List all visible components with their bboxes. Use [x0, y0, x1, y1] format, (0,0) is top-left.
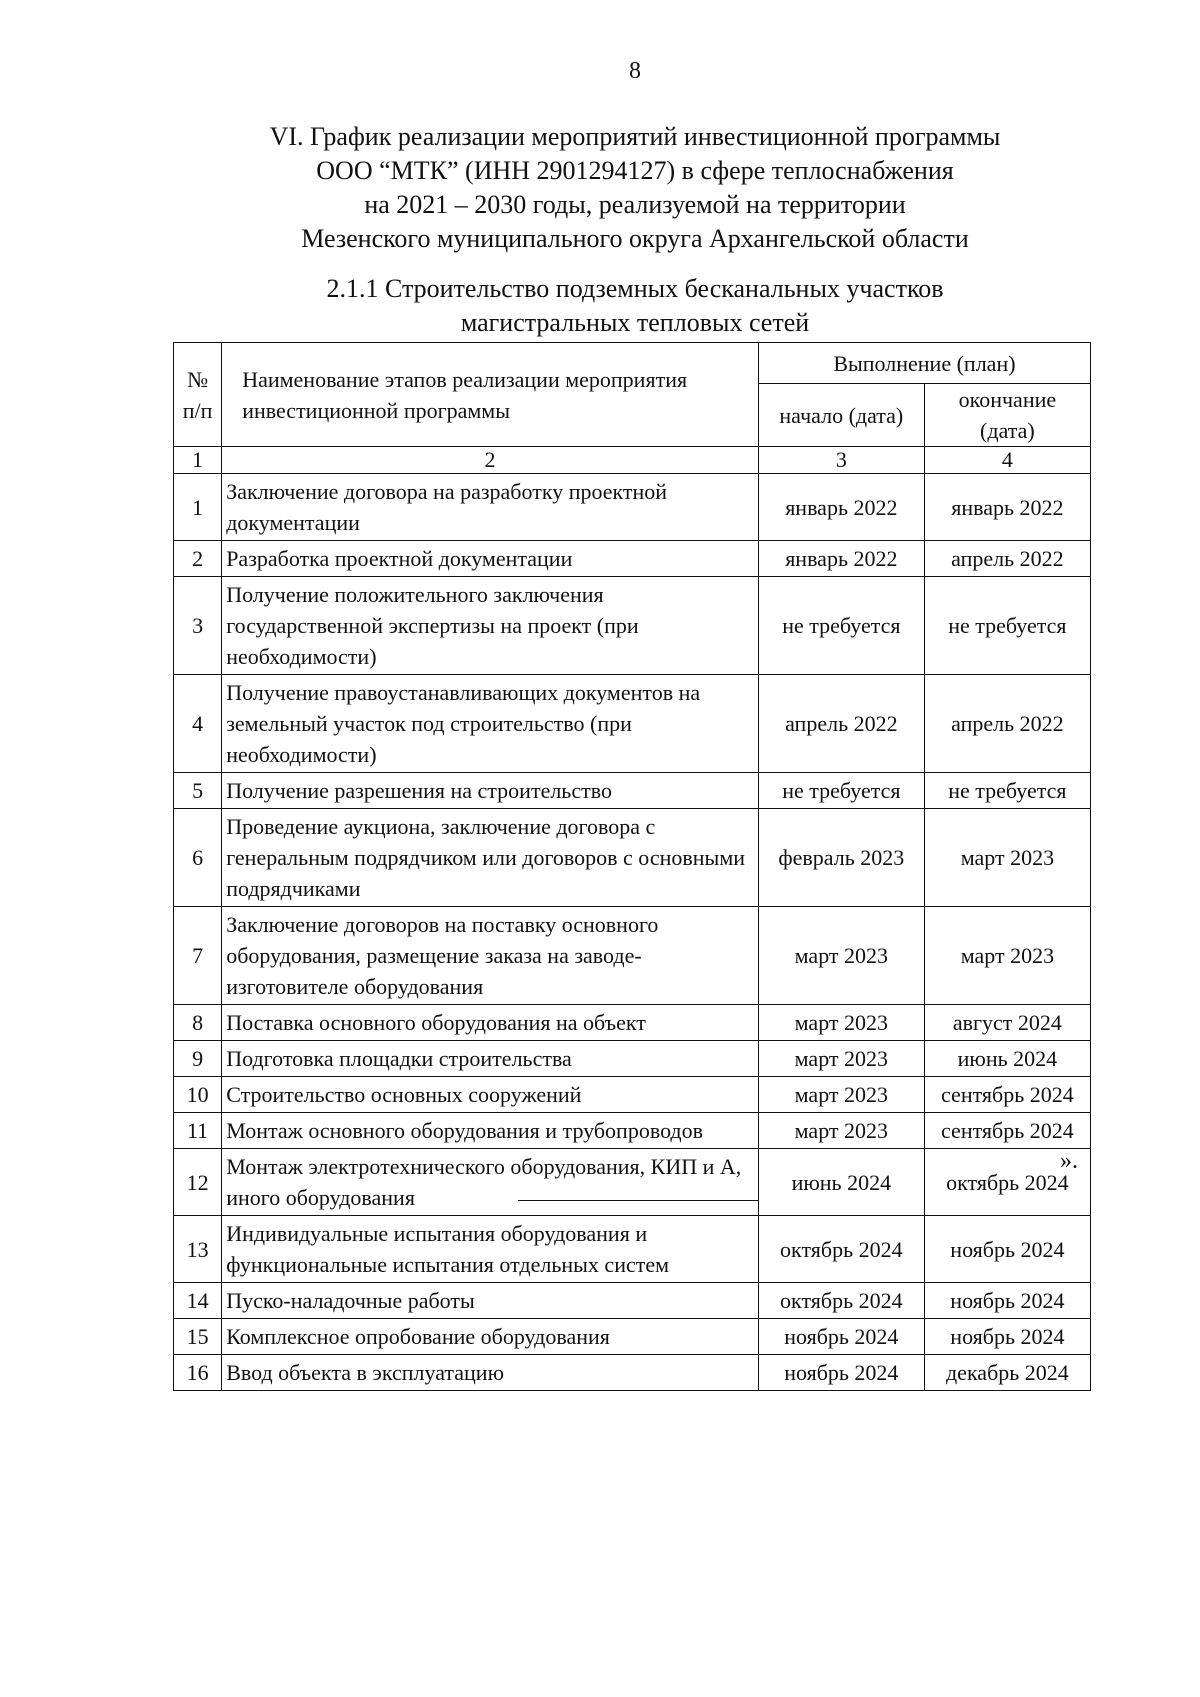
row-stage-name: Получение правоустанавливающих документов на земельный участок под строительство (при необходимости) — [222, 675, 759, 773]
row-number: 3 — [174, 577, 222, 675]
row-number: 5 — [174, 773, 222, 809]
row-start-date: январь 2022 — [758, 541, 924, 577]
row-number: 4 — [174, 675, 222, 773]
row-number: 11 — [174, 1113, 222, 1149]
row-stage-name: Получение разрешения на строительство — [222, 773, 759, 809]
row-number: 16 — [174, 1355, 222, 1391]
row-start-date: март 2023 — [758, 1041, 924, 1077]
heading-line-2: ООО “МТК” (ИНН 2901294127) в сфере теплоснабжения — [316, 156, 954, 185]
table-row — [174, 773, 1091, 809]
row-stage-name: Монтаж основного оборудования и трубопроводов — [222, 1113, 759, 1149]
row-number: 8 — [174, 1005, 222, 1041]
row-stage-name: Монтаж электротехнического оборудования, КИП и А, иного оборудования — [222, 1149, 759, 1216]
row-end-date: ноябрь 2024 — [924, 1319, 1090, 1355]
row-number: 13 — [174, 1216, 222, 1283]
column-index-2: 2 — [222, 447, 759, 474]
section-heading — [0, 120, 1200, 256]
row-end-date: сентябрь 2024 — [924, 1113, 1090, 1149]
row-stage-name: Индивидуальные испытания оборудования и функциональные испытания отдельных систем — [222, 1216, 759, 1283]
table-row — [174, 1283, 1091, 1319]
row-start-date: февраль 2023 — [758, 809, 924, 907]
row-stage-name: Комплексное опробование оборудования — [222, 1319, 759, 1355]
row-end-date: не требуется — [924, 773, 1090, 809]
heading-line-4: Мезенского муниципального округа Архангельской области — [301, 224, 969, 253]
row-end-date: не требуется — [924, 577, 1090, 675]
row-start-date: не требуется — [758, 773, 924, 809]
row-start-date: ноябрь 2024 — [758, 1319, 924, 1355]
row-start-date: апрель 2022 — [758, 675, 924, 773]
row-number: 9 — [174, 1041, 222, 1077]
table-row — [174, 809, 1091, 907]
row-start-date: не требуется — [758, 577, 924, 675]
row-end-date: апрель 2022 — [924, 541, 1090, 577]
table-row — [174, 907, 1091, 1005]
table-row — [174, 1216, 1091, 1283]
row-stage-name: Заключение договоров на поставку основного оборудования, размещение заказа на заводе-изготовителе оборудования — [222, 907, 759, 1005]
heading-line-1: VI. График реализации мероприятий инвестиционной программы — [269, 122, 1001, 151]
row-end-date: октябрь 2024 — [924, 1149, 1090, 1216]
row-stage-name: Получение положительного заключения государственной экспертизы на проект (при необходимости) — [222, 577, 759, 675]
row-start-date: март 2023 — [758, 907, 924, 1005]
row-stage-name: Поставка основного оборудования на объект — [222, 1005, 759, 1041]
table-row — [174, 1077, 1091, 1113]
row-end-date: август 2024 — [924, 1005, 1090, 1041]
header-end: окончание (дата) — [924, 384, 1090, 447]
table-row — [174, 675, 1091, 773]
table-body — [174, 474, 1091, 1391]
table-row — [174, 1041, 1091, 1077]
column-index-3: 3 — [758, 447, 924, 474]
column-index-1: 1 — [174, 447, 222, 474]
header-num: № п/п — [174, 343, 222, 447]
row-start-date: октябрь 2024 — [758, 1216, 924, 1283]
row-stage-name: Ввод объекта в эксплуатацию — [222, 1355, 759, 1391]
row-number: 1 — [174, 474, 222, 541]
table-row — [174, 474, 1091, 541]
row-stage-name: Заключение договора на разработку проектной документации — [222, 474, 759, 541]
row-number: 7 — [174, 907, 222, 1005]
row-start-date: январь 2022 — [758, 474, 924, 541]
table-row — [174, 1319, 1091, 1355]
row-start-date: март 2023 — [758, 1077, 924, 1113]
header-row-1 — [174, 343, 1091, 384]
table-row — [174, 541, 1091, 577]
row-number: 6 — [174, 809, 222, 907]
header-execution: Выполнение (план) — [758, 343, 1090, 384]
row-start-date: ноябрь 2024 — [758, 1355, 924, 1391]
table-row — [174, 1355, 1091, 1391]
row-stage-name: Подготовка площадки строительства — [222, 1041, 759, 1077]
subheading-line-1: 2.1.1 Строительство подземных бесканальных участков — [326, 274, 944, 303]
row-end-date: январь 2022 — [924, 474, 1090, 541]
subsection-heading — [0, 272, 1200, 340]
closing-quote-mark: ». — [1060, 1148, 1078, 1174]
row-end-date: март 2023 — [924, 907, 1090, 1005]
row-end-date: март 2023 — [924, 809, 1090, 907]
header-stage-name: Наименование этапов реализации мероприятия инвестиционной программы — [222, 343, 759, 447]
table-row — [174, 1149, 1091, 1216]
table-row — [174, 1005, 1091, 1041]
row-end-date: декабрь 2024 — [924, 1355, 1090, 1391]
row-start-date: март 2023 — [758, 1113, 924, 1149]
column-index-4: 4 — [924, 447, 1090, 474]
row-stage-name: Разработка проектной документации — [222, 541, 759, 577]
column-index-row — [174, 447, 1091, 474]
row-end-date: апрель 2022 — [924, 675, 1090, 773]
row-end-date: июнь 2024 — [924, 1041, 1090, 1077]
row-start-date: октябрь 2024 — [758, 1283, 924, 1319]
end-rule — [518, 1200, 758, 1201]
subheading-line-2: магистральных тепловых сетей — [460, 308, 810, 337]
row-number: 14 — [174, 1283, 222, 1319]
schedule-table — [173, 342, 1091, 1391]
row-stage-name: Пуско-наладочные работы — [222, 1283, 759, 1319]
row-start-date: июнь 2024 — [758, 1149, 924, 1216]
row-stage-name: Проведение аукциона, заключение договора с генеральным подрядчиком или договоров с основными подрядчиками — [222, 809, 759, 907]
row-end-date: ноябрь 2024 — [924, 1216, 1090, 1283]
row-start-date: март 2023 — [758, 1005, 924, 1041]
heading-line-3: на 2021 – 2030 годы, реализуемой на территории — [364, 190, 906, 219]
row-end-date: сентябрь 2024 — [924, 1077, 1090, 1113]
row-stage-name: Строительство основных сооружений — [222, 1077, 759, 1113]
table-row — [174, 1113, 1091, 1149]
header-start: начало (дата) — [758, 384, 924, 447]
page-number: 8 — [629, 58, 641, 84]
table-row — [174, 577, 1091, 675]
row-number: 15 — [174, 1319, 222, 1355]
row-number: 10 — [174, 1077, 222, 1113]
row-end-date: ноябрь 2024 — [924, 1283, 1090, 1319]
row-number: 12 — [174, 1149, 222, 1216]
row-number: 2 — [174, 541, 222, 577]
